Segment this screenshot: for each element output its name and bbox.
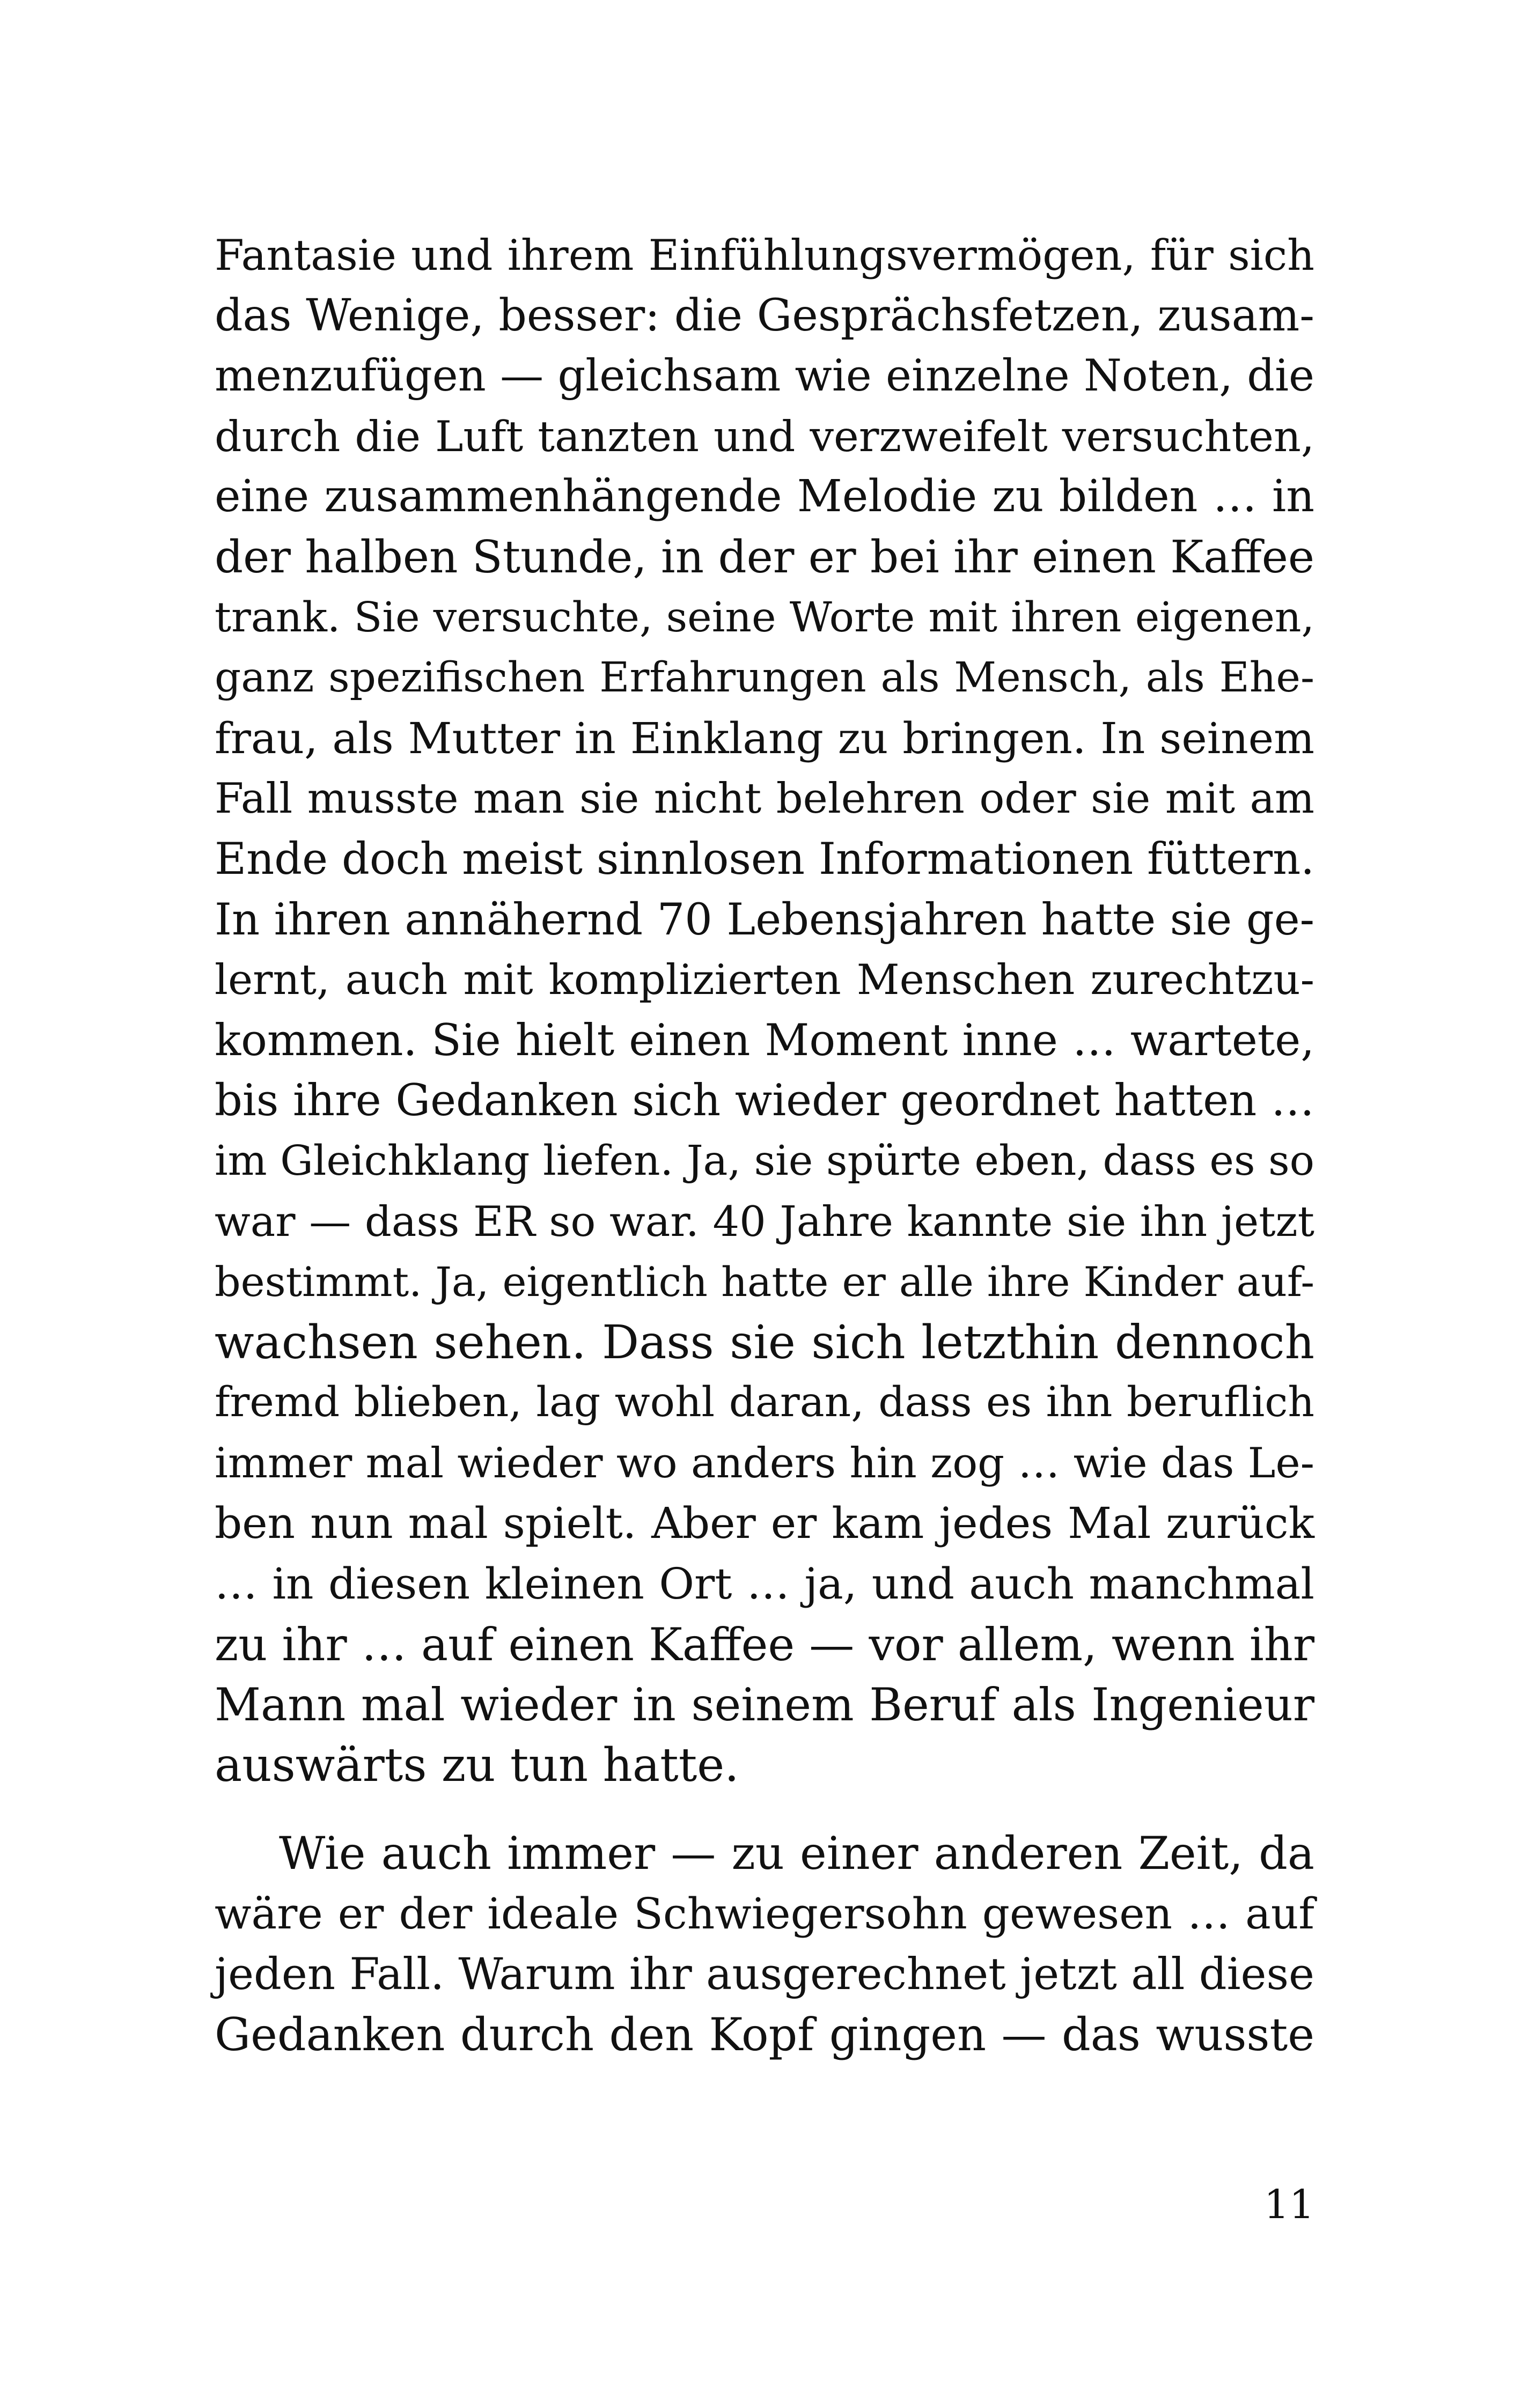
text-line: im Gleichklang liefen. Ja, sie spürte eben, dass es so: [215, 1137, 1314, 1185]
text-line: Ende doch meist sinnlosen Informationen füttern.: [215, 834, 1314, 885]
text-line: … in diesen kleinen Ort … ja, und auch manchmal: [215, 1559, 1314, 1609]
text-line: ben nun mal spielt. Aber er kam jedes Mal zurück: [215, 1498, 1314, 1549]
text-line: Wie auch immer — zu einer anderen Zeit, da: [279, 1827, 1314, 1880]
paragraph-gap: [215, 1795, 1314, 1823]
text-line: bestimmt. Ja, eigentlich hatte er alle ihre Kinder auf-: [215, 1258, 1314, 1306]
text-line: durch die Luft tanzten und verzweifelt versuchten,: [215, 411, 1314, 461]
paragraph-1: [215, 225, 1314, 1795]
text-line: menzufügen — gleichsam wie einzelne Noten, die: [215, 351, 1314, 402]
text-line: wachsen sehen. Dass sie sich letzthin dennoch: [215, 1315, 1314, 1369]
page-number: 11: [1263, 2182, 1314, 2228]
text-line: lernt, auch mit komplizierten Menschen zurechtzu-: [215, 956, 1314, 1005]
text-line: kommen. Sie hielt einen Moment inne … wartete,: [215, 1015, 1314, 1066]
text-line: immer mal wieder wo anders hin zog … wie das Le-: [215, 1439, 1314, 1487]
text-line: Fall musste man sie nicht belehren oder sie mit am: [215, 775, 1314, 823]
text-line: das Wenige, besser: die Gesprächsfetzen, zusam-: [215, 290, 1314, 341]
text-line: In ihren annähernd 70 Lebensjahren hatte sie ge-: [215, 894, 1314, 945]
text-line: jeden Fall. Warum ihr ausgerechnet jetzt all diese: [215, 1949, 1314, 2000]
text-line: eine zusammenhängende Melodie zu bilden … in: [215, 471, 1314, 522]
text-line: der halben Stunde, in der er bei ihr einen Kaffee: [215, 531, 1314, 583]
text-line: bis ihre Gedanken sich wieder geordnet hatten …: [215, 1076, 1314, 1126]
text-line: Gedanken durch den Kopf gingen — das wusste: [215, 2008, 1314, 2061]
text-line: auswärts zu tun hatte.: [215, 1738, 739, 1792]
text-line: wäre er der ideale Schwiegersohn gewesen … auf: [215, 1889, 1314, 1939]
text-line: Fantasie und ihrem Einfühlungsvermögen, für sich: [215, 231, 1314, 280]
body-text: [215, 225, 1314, 2065]
text-line: fremd blieben, lag wohl daran, dass es ihn beruflich: [215, 1379, 1314, 1427]
text-line: frau, als Mutter in Einklang zu bringen. In seinem: [215, 713, 1314, 763]
text-line: trank. Sie versuchte, seine Worte mit ihren eigenen,: [215, 593, 1314, 642]
text-line: war — dass ER so war. 40 Jahre kannte sie ihn jetzt: [215, 1197, 1314, 1246]
text-line: zu ihr … auf einen Kaffee — vor allem, wenn ihr: [215, 1618, 1314, 1671]
text-line: Mann mal wieder in seinem Beruf als Ingenieur: [215, 1678, 1314, 1732]
text-line: ganz spezifischen Erfahrungen als Mensch, als Ehe-: [215, 654, 1314, 702]
paragraph-2: [215, 1823, 1314, 2065]
